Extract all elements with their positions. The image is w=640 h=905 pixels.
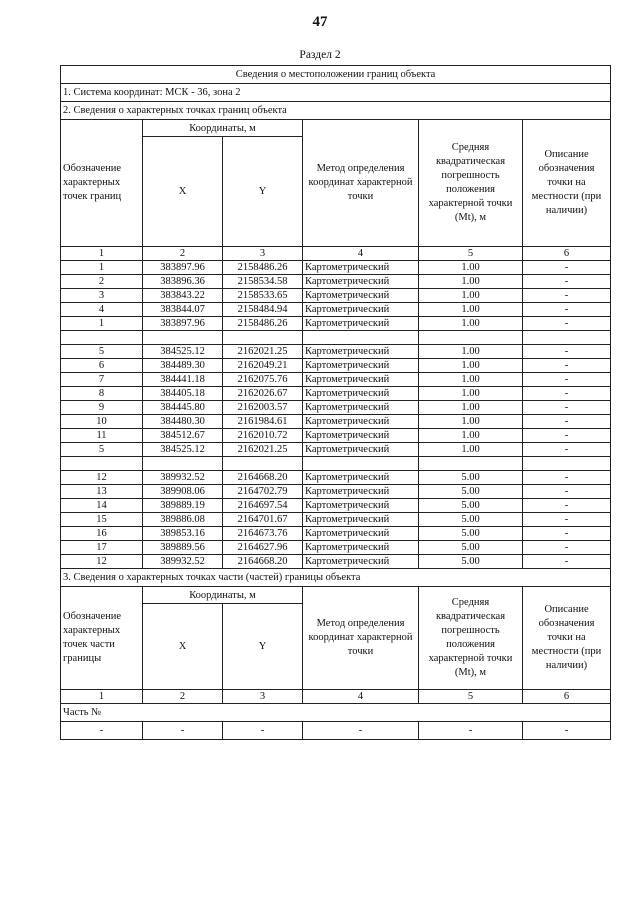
coord-y: 2164702.79 (223, 485, 303, 499)
description: - (523, 443, 611, 457)
subsection-3-title: 3. Сведения о характерных точках части (частей) границы объекта (61, 569, 611, 587)
point-number: 5 (61, 443, 143, 457)
method: Картометрический (303, 359, 419, 373)
method: Картометрический (303, 387, 419, 401)
blank-cell (143, 331, 223, 345)
point-number: 13 (61, 485, 143, 499)
part-label: Часть № (61, 704, 611, 722)
table-row (61, 541, 611, 555)
header3-description: Описание обозначения точки на местности (при наличии) (523, 587, 611, 690)
coord-x: 384480.30 (143, 415, 223, 429)
coord-x: 383844.07 (143, 303, 223, 317)
coord-y: 2162075.76 (223, 373, 303, 387)
blank-cell (61, 457, 143, 471)
column-number: 1 (61, 247, 143, 261)
column-number: 6 (523, 690, 611, 704)
description: - (523, 289, 611, 303)
coord-x: 384489.30 (143, 359, 223, 373)
coord-y: 2162021.25 (223, 345, 303, 359)
header3-method: Метод определения координат характерной точки (303, 587, 419, 690)
coord-x: 384445.80 (143, 401, 223, 415)
header-coordinates: Координаты, м (143, 120, 303, 137)
point-number: 17 (61, 541, 143, 555)
description: - (523, 471, 611, 485)
header3-x: X (143, 604, 223, 690)
column-number: 4 (303, 690, 419, 704)
blank-cell (523, 457, 611, 471)
header-point: Обозначение характерных точек границ (61, 120, 143, 247)
method: Картометрический (303, 429, 419, 443)
coord-y: 2164668.20 (223, 471, 303, 485)
point-number: 5 (61, 345, 143, 359)
mt-value: 1.00 (419, 373, 523, 387)
description: - (523, 261, 611, 275)
empty-part-row (61, 722, 611, 740)
description: - (523, 555, 611, 569)
empty-cell: - (61, 722, 143, 740)
mt-value: 1.00 (419, 303, 523, 317)
table-row (61, 317, 611, 331)
empty-cell: - (223, 722, 303, 740)
table-row (61, 401, 611, 415)
column-number: 3 (223, 247, 303, 261)
section-label: Раздел 2 (299, 49, 341, 61)
coord-x: 384512.67 (143, 429, 223, 443)
method: Картометрический (303, 303, 419, 317)
description: - (523, 373, 611, 387)
coord-x: 383897.96 (143, 261, 223, 275)
method: Картометрический (303, 499, 419, 513)
table-row (61, 261, 611, 275)
coord-y: 2158534.58 (223, 275, 303, 289)
blank-cell (303, 331, 419, 345)
coord-y: 2158484.94 (223, 303, 303, 317)
method: Картометрический (303, 513, 419, 527)
point-number: 12 (61, 555, 143, 569)
mt-value: 1.00 (419, 261, 523, 275)
table-row (61, 527, 611, 541)
method: Картометрический (303, 471, 419, 485)
method: Картометрический (303, 261, 419, 275)
point-number: 4 (61, 303, 143, 317)
blank-cell (303, 457, 419, 471)
header-description: Описание обозначения точки на местности (при наличии) (523, 120, 611, 247)
mt-value: 1.00 (419, 443, 523, 457)
point-number: 15 (61, 513, 143, 527)
table-title: Сведения о местоположении границ объекта (61, 66, 611, 84)
coord-y: 2164673.76 (223, 527, 303, 541)
mt-value: 5.00 (419, 471, 523, 485)
blank-cell (61, 331, 143, 345)
table-row (61, 359, 611, 373)
coord-x: 389889.56 (143, 541, 223, 555)
description: - (523, 513, 611, 527)
coord-y: 2162003.57 (223, 401, 303, 415)
coord-x: 383896.36 (143, 275, 223, 289)
mt-value: 1.00 (419, 345, 523, 359)
point-number: 10 (61, 415, 143, 429)
coord-x: 389932.52 (143, 471, 223, 485)
point-number: 6 (61, 359, 143, 373)
mt-value: 1.00 (419, 429, 523, 443)
method: Картометрический (303, 527, 419, 541)
point-number: 11 (61, 429, 143, 443)
table-row (61, 443, 611, 457)
mt-value: 1.00 (419, 387, 523, 401)
mt-value: 1.00 (419, 401, 523, 415)
coord-y: 2162010.72 (223, 429, 303, 443)
page-number: 47 (312, 14, 328, 30)
coord-y: 2164697.54 (223, 499, 303, 513)
point-number: 9 (61, 401, 143, 415)
contour-separator (61, 457, 611, 471)
method: Картометрический (303, 401, 419, 415)
coord-y: 2162021.25 (223, 443, 303, 457)
description: - (523, 541, 611, 555)
point-number: 2 (61, 275, 143, 289)
method: Картометрический (303, 443, 419, 457)
coord-x: 389889.19 (143, 499, 223, 513)
mt-value: 5.00 (419, 555, 523, 569)
coord-y: 2158486.26 (223, 317, 303, 331)
table-row (61, 303, 611, 317)
description: - (523, 485, 611, 499)
coord-x: 384405.18 (143, 387, 223, 401)
point-number: 16 (61, 527, 143, 541)
subsection-2-title: 2. Сведения о характерных точках границ объекта (61, 102, 611, 120)
column-numbers-row-3 (61, 690, 611, 704)
coord-x: 384441.18 (143, 373, 223, 387)
table-row (61, 387, 611, 401)
table-row (61, 429, 611, 443)
table-row (61, 275, 611, 289)
coord-x: 384525.12 (143, 443, 223, 457)
column-number: 6 (523, 247, 611, 261)
coord-x: 389908.06 (143, 485, 223, 499)
description: - (523, 303, 611, 317)
mt-value: 1.00 (419, 415, 523, 429)
column-number: 2 (143, 247, 223, 261)
method: Картометрический (303, 275, 419, 289)
header3-error: Средняя квадратическая погрешность положения характерной точки (Mt), м (419, 587, 523, 690)
table-row (61, 555, 611, 569)
point-number: 8 (61, 387, 143, 401)
blank-cell (143, 457, 223, 471)
description: - (523, 317, 611, 331)
method: Картометрический (303, 555, 419, 569)
point-number: 3 (61, 289, 143, 303)
point-number: 1 (61, 317, 143, 331)
boundary-table (60, 65, 611, 740)
description: - (523, 345, 611, 359)
blank-cell (223, 331, 303, 345)
description: - (523, 401, 611, 415)
mt-value: 1.00 (419, 317, 523, 331)
table-row (61, 415, 611, 429)
coord-x: 389886.08 (143, 513, 223, 527)
mt-value: 5.00 (419, 513, 523, 527)
header-error: Средняя квадратическая погрешность положения характерной точки (Mt), м (419, 120, 523, 247)
mt-value: 1.00 (419, 289, 523, 303)
coord-y: 2164668.20 (223, 555, 303, 569)
header-y: Y (223, 137, 303, 247)
table-row (61, 289, 611, 303)
description: - (523, 527, 611, 541)
coord-y: 2164701.67 (223, 513, 303, 527)
method: Картометрический (303, 317, 419, 331)
description: - (523, 415, 611, 429)
table-row (61, 471, 611, 485)
mt-value: 5.00 (419, 485, 523, 499)
blank-cell (223, 457, 303, 471)
mt-value: 1.00 (419, 275, 523, 289)
mt-value: 5.00 (419, 527, 523, 541)
point-number: 14 (61, 499, 143, 513)
method: Картометрический (303, 485, 419, 499)
coord-x: 384525.12 (143, 345, 223, 359)
mt-value: 5.00 (419, 499, 523, 513)
description: - (523, 275, 611, 289)
method: Картометрический (303, 289, 419, 303)
table-row (61, 513, 611, 527)
description: - (523, 359, 611, 373)
column-number: 3 (223, 690, 303, 704)
table-row (61, 485, 611, 499)
coordinate-system: 1. Система координат: МСК - 36, зона 2 (61, 84, 611, 102)
mt-value: 1.00 (419, 359, 523, 373)
description: - (523, 429, 611, 443)
table-row (61, 373, 611, 387)
header-method: Метод определения координат характерной точки (303, 120, 419, 247)
description: - (523, 387, 611, 401)
empty-cell: - (143, 722, 223, 740)
mt-value: 5.00 (419, 541, 523, 555)
method: Картометрический (303, 541, 419, 555)
method: Картометрический (303, 415, 419, 429)
coord-y: 2158533.65 (223, 289, 303, 303)
blank-cell (419, 457, 523, 471)
table-row (61, 345, 611, 359)
description: - (523, 499, 611, 513)
column-number: 5 (419, 690, 523, 704)
coord-y: 2161984.61 (223, 415, 303, 429)
table-row (61, 499, 611, 513)
method: Картометрический (303, 345, 419, 359)
empty-cell: - (303, 722, 419, 740)
point-number: 7 (61, 373, 143, 387)
empty-cell: - (419, 722, 523, 740)
coord-y: 2164627.96 (223, 541, 303, 555)
header3-y: Y (223, 604, 303, 690)
coord-x: 389853.16 (143, 527, 223, 541)
coord-y: 2162049.21 (223, 359, 303, 373)
coord-x: 389932.52 (143, 555, 223, 569)
column-number: 2 (143, 690, 223, 704)
column-number: 1 (61, 690, 143, 704)
blank-cell (419, 331, 523, 345)
column-number: 5 (419, 247, 523, 261)
header-x: X (143, 137, 223, 247)
method: Картометрический (303, 373, 419, 387)
contour-separator (61, 331, 611, 345)
empty-cell: - (523, 722, 611, 740)
coord-x: 383843.22 (143, 289, 223, 303)
point-number: 1 (61, 261, 143, 275)
column-number: 4 (303, 247, 419, 261)
coord-x: 383897.96 (143, 317, 223, 331)
coord-y: 2162026.67 (223, 387, 303, 401)
column-numbers-row (61, 247, 611, 261)
header3-coordinates: Координаты, м (143, 587, 303, 604)
point-number: 12 (61, 471, 143, 485)
header3-point: Обозначение характерных точек части границы (61, 587, 143, 690)
blank-cell (523, 331, 611, 345)
coord-y: 2158486.26 (223, 261, 303, 275)
